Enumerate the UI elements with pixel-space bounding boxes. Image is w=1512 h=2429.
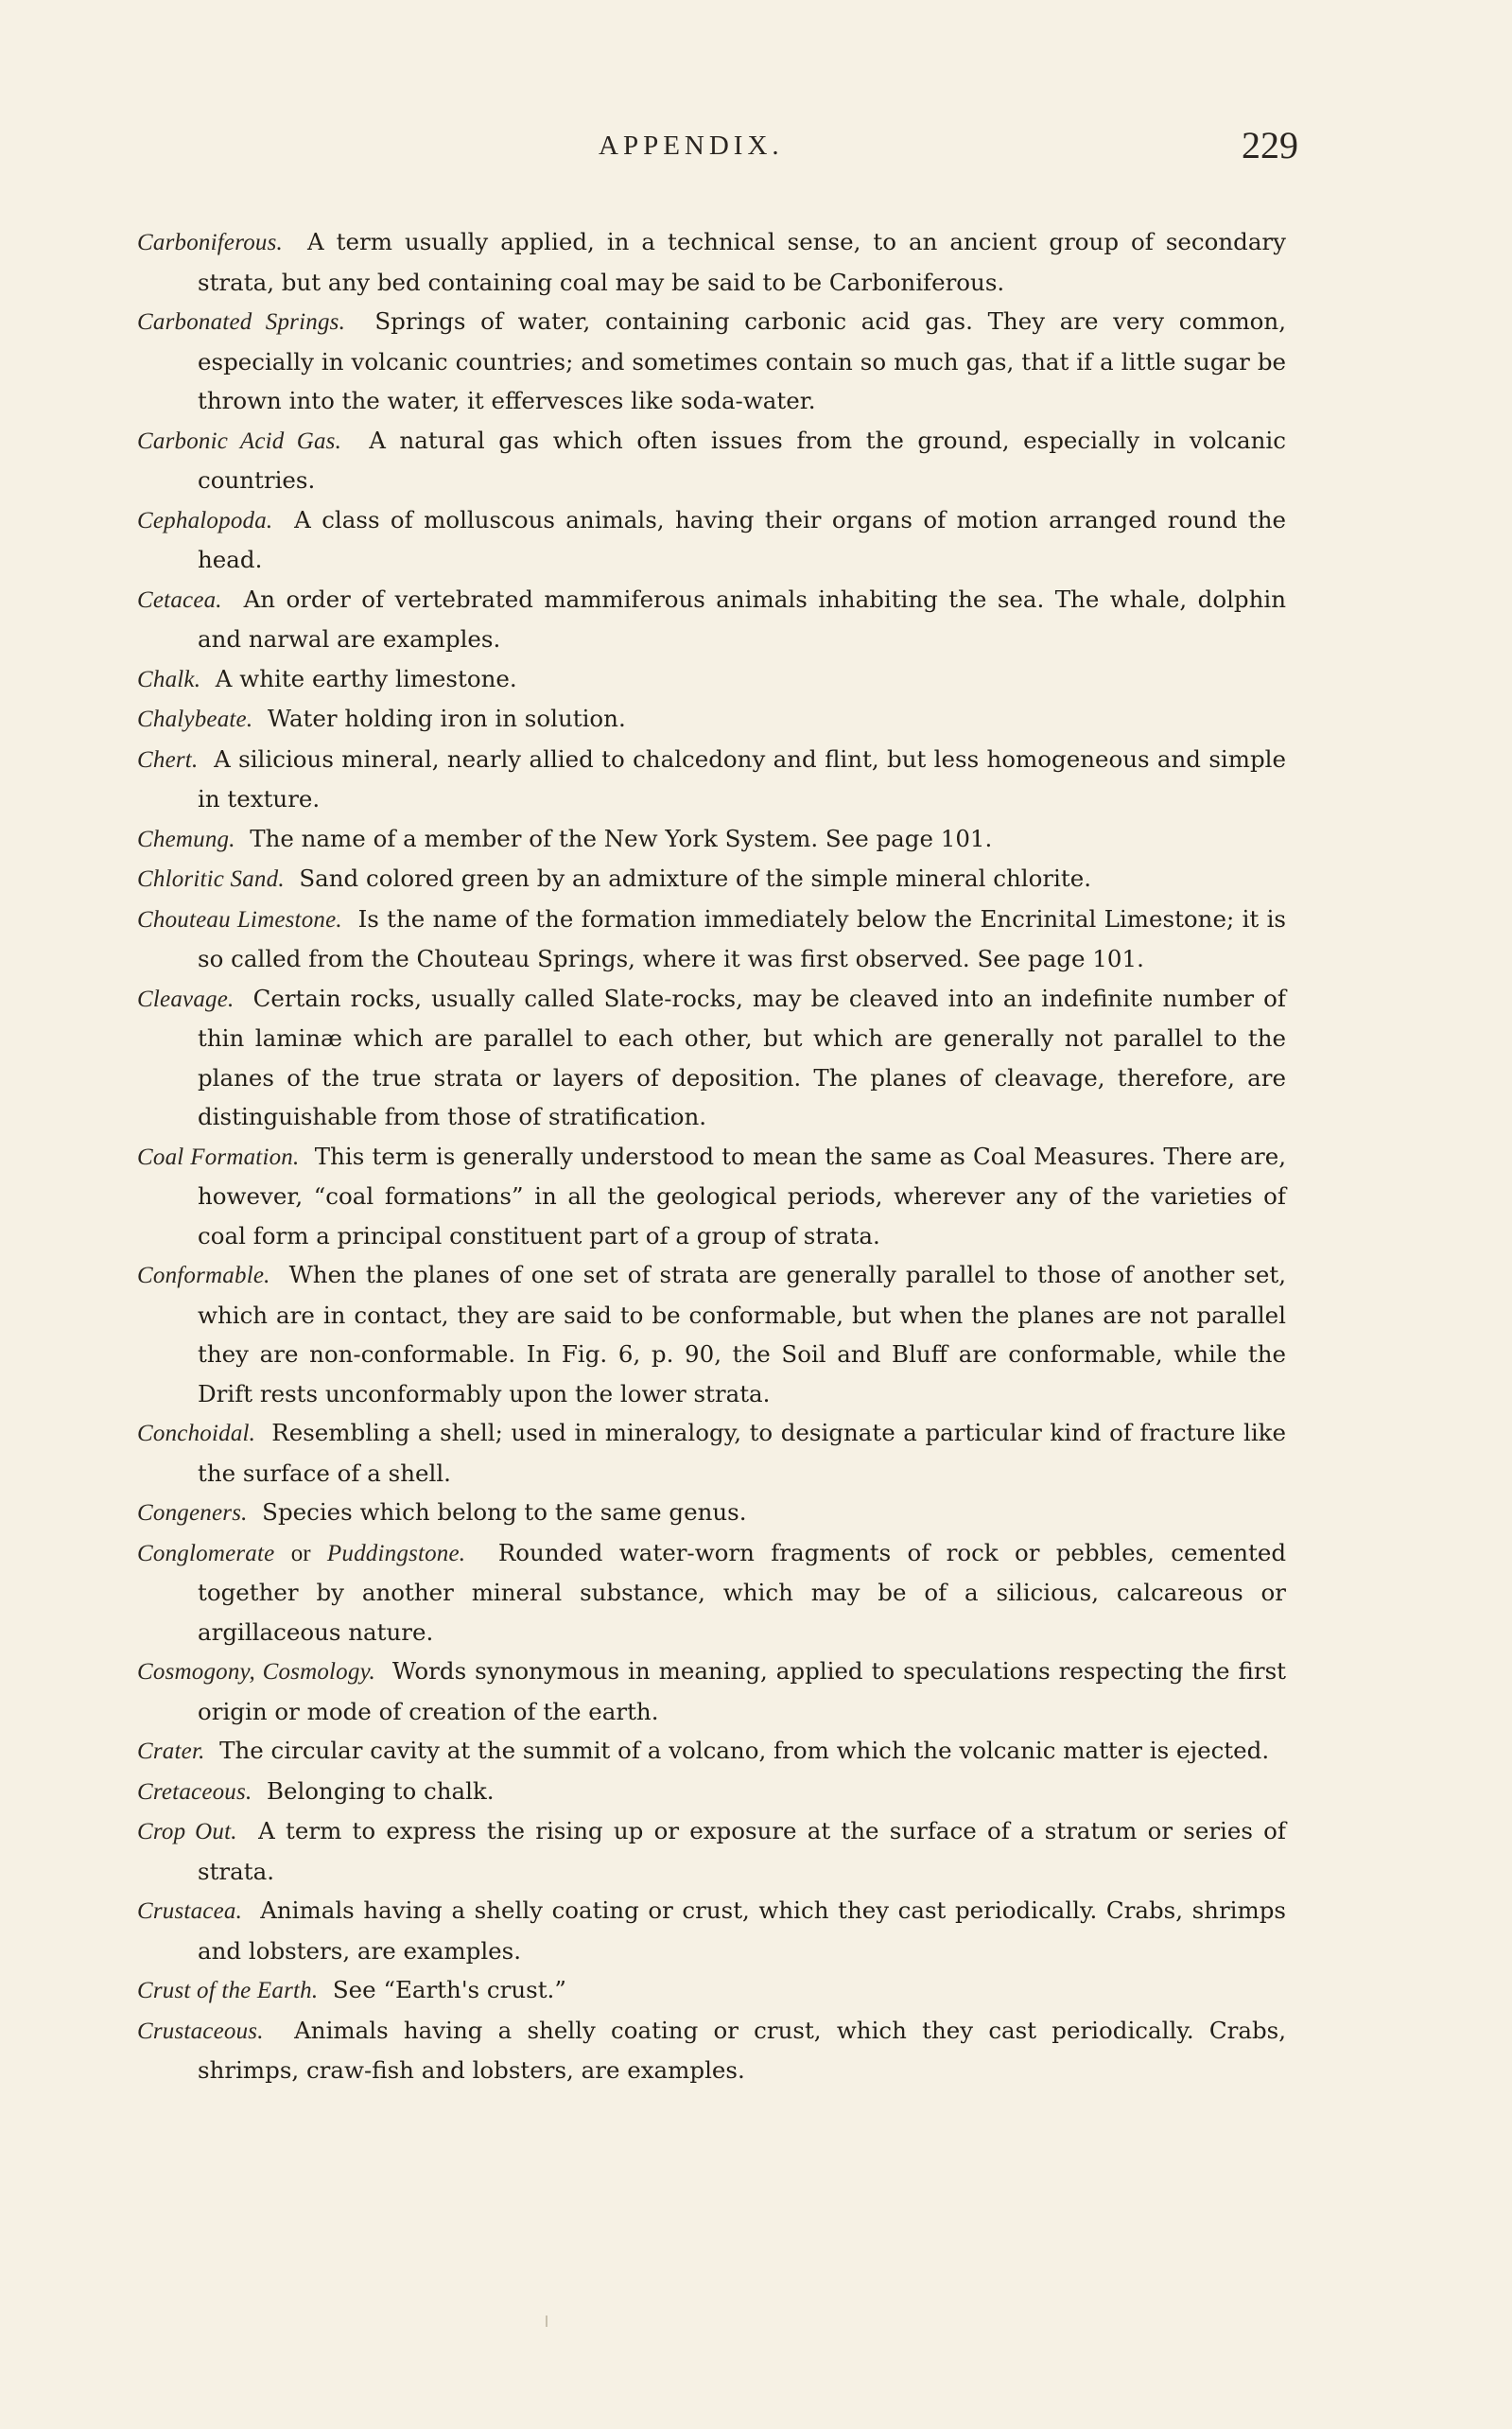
glossary-term: Crater.: [137, 1739, 205, 1764]
paper-mark: [546, 2315, 547, 2327]
glossary-entry: [137, 659, 1286, 700]
glossary-entry: [137, 699, 1286, 740]
glossary-definition: Animals having a shelly coating or crust, which they cast periodically. Crabs, shrimps and lobsters, are examples.: [198, 1896, 1286, 1965]
glossary-entry: [137, 1255, 1286, 1413]
glossary-definition: See “Earth's crust.”: [332, 1976, 566, 2003]
glossary-definition: An order of vertebrated mammiferous animals inhabiting the sea. The whale, dolphin and narwal are examples.: [198, 585, 1286, 653]
glossary-definition: A term to express the rising up or exposure at the surface of a stratum or series of strata.: [198, 1817, 1286, 1885]
running-header: [137, 123, 1298, 170]
glossary-definition: A term usually applied, in a technical sense, to an ancient group of secondary strata, but any bed containing coal may be said to be Carboniferous.: [198, 228, 1286, 296]
glossary-term: Crustaceous.: [137, 2018, 264, 2044]
glossary-entry: [137, 1891, 1286, 1970]
glossary-term: Carboniferous.: [137, 230, 283, 255]
glossary-definition: The name of a member of the New York System. See page 101.: [250, 824, 993, 852]
glossary-entry: [137, 1970, 1286, 2011]
glossary-term: Conchoidal.: [137, 1421, 256, 1446]
glossary-term: Cosmogony, Cosmology.: [137, 1659, 375, 1685]
glossary-definition: The circular cavity at the summit of a volcano, from which the volcanic matter is ejected.: [219, 1737, 1270, 1764]
glossary-definition: This term is generally understood to mean the same as Coal Measures. There are, however, “coal formations” in all the geological periods, wherever any of the varieties of coal form a principal constituent part of a group of strata.: [198, 1142, 1286, 1249]
glossary-definition: A natural gas which often issues from the ground, especially in volcanic countries.: [198, 426, 1286, 494]
section-title: APPENDIX.: [599, 131, 784, 161]
glossary-definition: Resembling a shell; used in mineralogy, to designate a particular kind of fracture like the surface of a shell.: [198, 1419, 1286, 1487]
glossary-definition: Words synonymous in meaning, applied to speculations respecting the first origin or mode of creation of the earth.: [198, 1657, 1287, 1725]
glossary-entry: [137, 900, 1286, 979]
glossary-term: Crop Out.: [137, 1819, 237, 1844]
glossary-definition: Is the name of the formation immediately below the Encrinital Limestone; it is so called from the Chouteau Springs, where it was first observed. See page 101.: [198, 904, 1286, 972]
glossary-list: [137, 222, 1286, 2090]
glossary-entry: [137, 1651, 1286, 1731]
glossary-entry: [137, 740, 1286, 819]
glossary-definition: A class of molluscous animals, having their organs of motion arranged round the head.: [198, 505, 1287, 573]
glossary-entry: [137, 580, 1286, 659]
glossary-entry: [137, 500, 1286, 580]
glossary-entry: [137, 1413, 1286, 1493]
glossary-term: Conformable.: [137, 1263, 270, 1288]
glossary-entry: [137, 1137, 1286, 1256]
glossary-definition: When the planes of one set of strata are generally parallel to those of another set, which are in contact, they are said to be conformable, but when the planes are not parallel they are non-conformable. In Fig. 6, p. 90, the Soil and Bluff are conformable, while the Drift rests unconformably upon the lower strata.: [198, 1261, 1286, 1407]
term-connector: or: [290, 1540, 311, 1566]
glossary-term: Chouteau Limestone.: [137, 906, 342, 933]
glossary-term: Chalk.: [137, 666, 201, 692]
glossary-term: Chloritic Sand.: [137, 866, 285, 892]
glossary-term: Chemung.: [137, 826, 235, 852]
glossary-entry: [137, 421, 1286, 500]
glossary-entry: [137, 859, 1286, 900]
glossary-term: Congeners.: [137, 1500, 248, 1526]
page-number: 229: [1242, 124, 1298, 166]
glossary-definition: Species which belong to the same genus.: [262, 1498, 747, 1526]
glossary-entry: [137, 1772, 1286, 1812]
glossary-term: Cleavage.: [137, 986, 235, 1012]
glossary-term: Cetacea.: [137, 586, 222, 613]
glossary-term: Chalybeate.: [137, 707, 253, 732]
glossary-definition: A silicious mineral, nearly allied to chalcedony and flint, but less homogeneous and simple in texture.: [198, 744, 1287, 813]
glossary-term: Conglomerate: [137, 1540, 275, 1566]
glossary-term: Crust of the Earth.: [137, 1978, 319, 2003]
glossary-definition: A white earthy limestone.: [215, 664, 517, 692]
glossary-definition: Certain rocks, usually called Slate-rocks, may be cleaved into an indefinite number of thin laminæ which are parallel to each other, but which are generally not parallel to the planes of the true strata or layers of deposition. The planes of cleavage, therefore, are distinguishable from those of stratification.: [198, 984, 1286, 1130]
glossary-entry: [137, 2011, 1286, 2090]
glossary-definition: Springs of water, containing carbonic acid gas. They are very common, especially in volcanic countries; and sometimes contain so much gas, that if a little sugar be thrown into the water, it effervesces like soda-water.: [198, 307, 1286, 414]
glossary-definition: Water holding iron in solution.: [267, 705, 626, 732]
glossary-term-alt: Puddingstone.: [326, 1540, 466, 1566]
glossary-definition: Rounded water-worn fragments of rock or pebbles, cemented together by another mineral substance, which may be of a silicious, calcareous or argillaceous nature.: [198, 1538, 1287, 1646]
glossary-term: Chert.: [137, 746, 199, 773]
glossary-term: Coal Formation.: [137, 1144, 300, 1170]
glossary-entry: [137, 819, 1286, 860]
glossary-definition: Animals having a shelly coating or crust, which they cast periodically. Crabs, shrimps, craw-fish and lobsters, are examples.: [198, 2016, 1286, 2084]
glossary-definition: Sand colored green by an admixture of the simple mineral chlorite.: [299, 865, 1092, 892]
glossary-term: Carbonated Springs.: [137, 309, 346, 335]
glossary-term: Crustacea.: [137, 1898, 243, 1924]
glossary-entry: [137, 979, 1286, 1137]
glossary-entry: [137, 222, 1286, 302]
glossary-term: Carbonic Acid Gas.: [137, 428, 342, 454]
glossary-term: Cretaceous.: [137, 1778, 252, 1805]
glossary-entry: [137, 1493, 1286, 1533]
glossary-entry: [137, 1533, 1286, 1652]
glossary-entry: [137, 1731, 1286, 1772]
glossary-definition: Belonging to chalk.: [266, 1776, 495, 1805]
glossary-term: Cephalopoda.: [137, 507, 273, 533]
glossary-entry: [137, 302, 1286, 421]
glossary-entry: [137, 1811, 1286, 1891]
